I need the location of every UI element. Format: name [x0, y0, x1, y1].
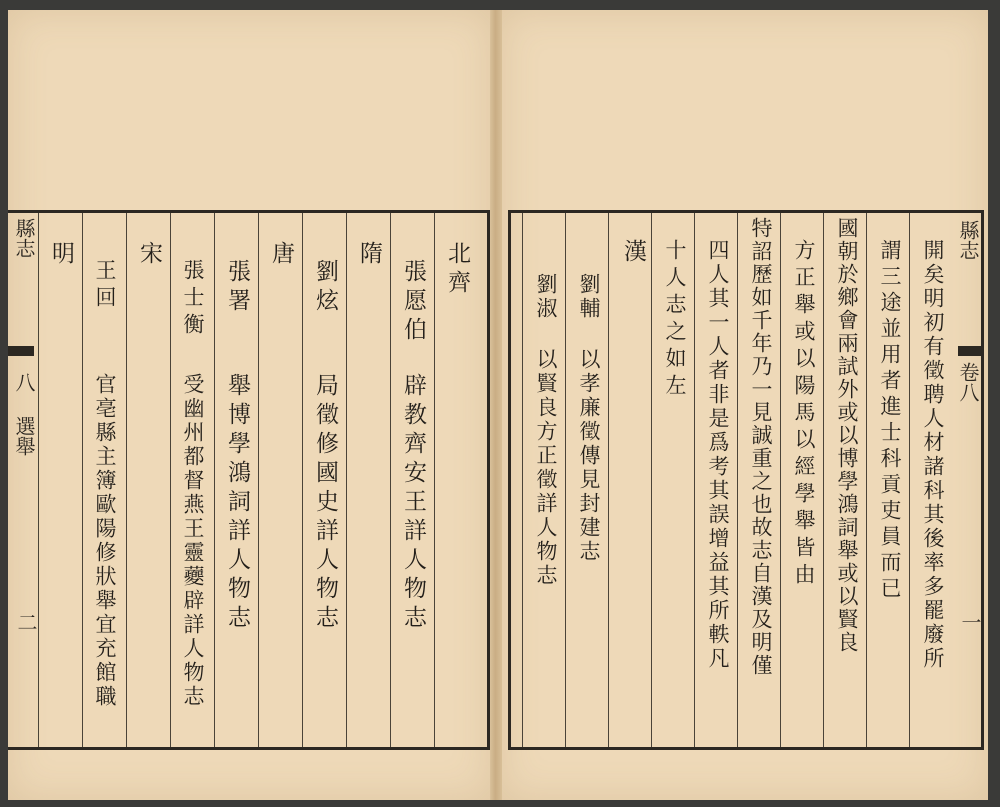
entry-text: 舉博學鴻詞詳人物志 [224, 373, 250, 634]
dynasty-heading: 漢 [620, 239, 646, 268]
fish-tail-mark [8, 346, 34, 356]
column [866, 213, 908, 747]
column [780, 213, 822, 747]
column [346, 213, 388, 747]
column [694, 213, 736, 747]
column [434, 213, 476, 747]
dynasty-heading: 宋 [136, 241, 162, 270]
entry-name: 張士衡 [181, 259, 205, 340]
entry-text: 官亳縣主簿歐陽修狀舉宜充館職 [93, 373, 117, 709]
column [214, 213, 256, 747]
right-edge-folio: 一 [958, 612, 982, 632]
column [737, 213, 779, 747]
preface-text: 開矣明初有徵聘人材諸科其後率多罷廢所 [921, 239, 945, 671]
preface-text: 國朝於鄉會兩試外或以博學鴻詞舉或以賢良 [835, 217, 859, 654]
entry-name: 張署 [224, 259, 250, 317]
left-text-frame [8, 210, 490, 750]
column [522, 213, 564, 747]
preface-text: 四人其一人者非是爲考其誤增益其所軼凡 [706, 239, 730, 671]
entry-text: 劉輔 以孝廉徵傳見封建志 [577, 273, 601, 564]
left-edge-chapter: 八 選舉 [12, 372, 36, 456]
column [823, 213, 865, 747]
right-edge-chapter: 卷八 [956, 362, 980, 402]
column [565, 213, 607, 747]
preface-text: 方正舉或以陽馬以經學舉皆由 [792, 239, 816, 590]
column [651, 213, 693, 747]
entry-text: 辟教齊安王詳人物志 [400, 373, 426, 634]
left-edge-title: 縣志 [12, 218, 36, 258]
right-text-frame [508, 210, 984, 750]
dynasty-heading: 北齊 [444, 241, 470, 299]
entry-text: 受幽州都督燕王靈蘷辟詳人物志 [181, 373, 205, 709]
column [909, 213, 951, 747]
preface-text: 特詔歷如千年乃一見誠重之也故志自漢及明僅 [749, 217, 773, 677]
left-edge-folio: 二 [14, 612, 38, 632]
entry-name: 王回 [93, 259, 117, 313]
entry-text: 劉淑 以賢良方正徵詳人物志 [534, 273, 558, 588]
entry-name: 張愿伯 [400, 259, 426, 346]
book-gutter [490, 10, 502, 800]
column [82, 213, 124, 747]
column [608, 213, 650, 747]
right-edge-title: 縣志 [956, 220, 980, 260]
preface-text: 謂三途並用者進士科貢吏員而已 [878, 239, 902, 603]
dynasty-heading: 隋 [356, 241, 382, 270]
column [38, 213, 80, 747]
column [170, 213, 212, 747]
fish-tail-mark [958, 346, 984, 356]
dynasty-heading: 明 [48, 241, 74, 270]
entry-text: 局徵修國史詳人物志 [312, 373, 338, 634]
entry-name: 劉炫 [312, 259, 338, 317]
column [302, 213, 344, 747]
column [258, 213, 300, 747]
preface-text: 十人志之如左 [663, 239, 687, 401]
column [126, 213, 168, 747]
dynasty-heading: 唐 [268, 241, 294, 270]
column [390, 213, 432, 747]
